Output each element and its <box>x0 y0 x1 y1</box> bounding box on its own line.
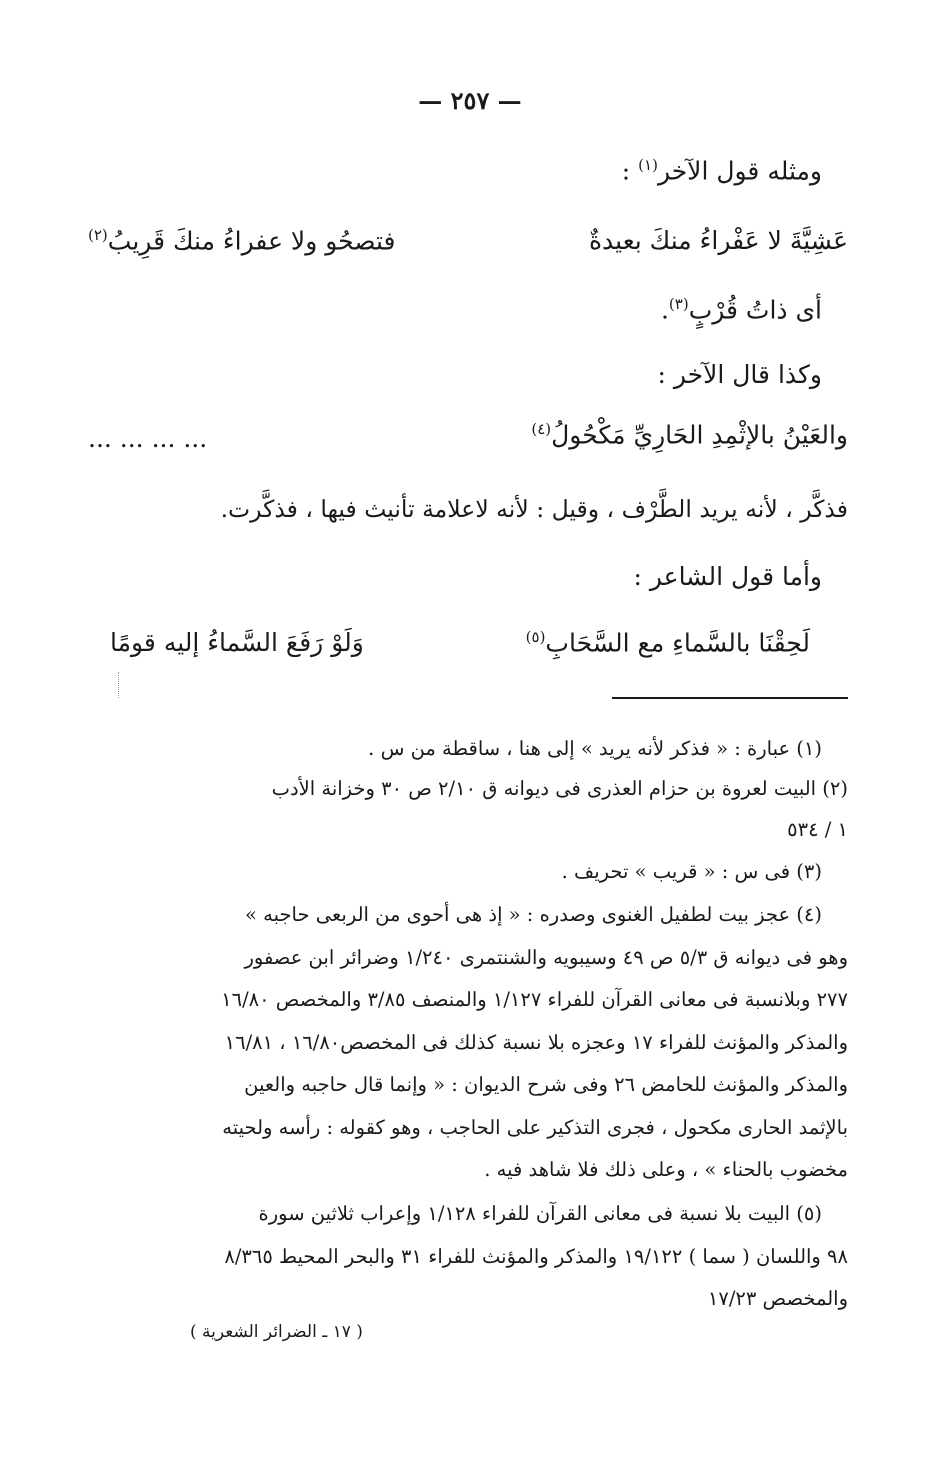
main-line-4: فذكَّر ، لأنه يريد الطَّرْف ، وقيل : لأنه لاعلامة تأنيث فيها ، فذكَّرت. <box>220 495 848 523</box>
footnote-2-line-1: (٢) البيت لعروة بن حزام العذرى فى ديوانه ق ٢/١٠ ص ٣٠ وخزانة الأدب <box>271 777 848 800</box>
main-line-3: وكذا قال الآخر : <box>657 360 822 389</box>
main-line-1 <box>622 156 822 186</box>
verse-3-first-hemistich: وَلَوْ رَفَعَ السَّماءُ إليه قومًا <box>110 628 364 657</box>
verse-3-second-hemistich-text: لَحِقْنَا بالسَّماءِ مع السَّحَابِ <box>545 628 810 658</box>
footnote-3: (٣) فى س : « قريب » تحريف . <box>561 860 822 883</box>
footnote-5-line-3: والمخصص ١٧/٢٣ <box>707 1287 848 1310</box>
verse-1-first-hemistich: عَشِيَّةَ لا عَفْراءُ منكَ بعيدةٌ <box>588 226 848 255</box>
main-line-2 <box>661 295 822 325</box>
verse-2-second-hemistich-text: والعَيْنُ بالإثْمِدِ الحَارِيِّ مَكْحُولُ <box>551 420 848 450</box>
verse-3-second-hemistich <box>526 628 810 658</box>
footnote-4-line-6: بالإثمد الحارى مكحول ، فجرى التذكير على الحاجب ، وهو كقوله : رأسه ولحيته <box>222 1116 848 1139</box>
verse-2-first-hemistich-ellipsis: ... ... ... ... <box>88 424 208 453</box>
page-number: — ٢٥٧ — <box>418 86 522 115</box>
footnote-4-line-2: وهو فى ديوانه ق ٥/٣ ص ٤٩ وسيبويه والشنتمرى ١/٢٤٠ وضرائر ابن عصفور <box>244 946 848 969</box>
footnote-ref-4: (٤) <box>531 420 552 438</box>
footnote-ref-3: (٣) <box>668 295 689 313</box>
footnote-4-line-3: ٢٧٧ وبلانسبة فى معانى القرآن للفراء ١/١٢٧ والمنصف ٣/٨٥ والمخصص ١٦/٨٠ <box>221 988 848 1011</box>
footnote-ref-2: (٢) <box>88 226 108 244</box>
main-line-1-tail: : <box>621 156 639 186</box>
main-line-2-text: أى ذاتُ قُرْبٍ <box>688 295 822 325</box>
footnote-4-line-1: (٤) عجز بيت لطفيل الغنوى وصدره : « إذ هى أحوى من الربعى حاجبه » <box>245 903 822 926</box>
footnote-4-line-5: والمذكر والمؤنث للحامض ٢٦ وفى شرح الديوان : « وإنما قال حاجبه والعين <box>244 1073 848 1096</box>
footnote-1: (١) عبارة : « فذكر لأنه يريد » إلى هنا ، ساقطة من س . <box>368 737 822 760</box>
main-line-1-text: ومثله قول الآخر <box>657 156 822 186</box>
footnote-2-line-2: ١ / ٥٣٤ <box>787 818 848 841</box>
footnote-4-line-4: والمذكر والمؤنث للفراء ١٧ وعجزه بلا نسبة كذلك فى المخصص١٦/٨٠ ، ١٦/٨١ <box>224 1031 848 1054</box>
verse-2-second-hemistich <box>531 420 848 450</box>
footnote-divider <box>612 697 848 699</box>
verse-1-second-hemistich <box>88 226 395 256</box>
main-line-5: وأما قول الشاعر : <box>633 562 822 591</box>
verse-1-second-hemistich-text: فتصحُو ولا عفراءُ منكَ قَرِيبُ <box>107 226 396 256</box>
footnote-4-line-7: مخضوب بالحناء » ، وعلى ذلك فلا شاهد فيه . <box>484 1158 848 1181</box>
main-line-2-tail: . <box>660 295 669 325</box>
footnote-ref-5: (٥) <box>525 628 546 646</box>
signature-line: ( ١٧ ـ الضرائر الشعرية ) <box>190 1322 363 1342</box>
footnote-ref-1: (١) <box>638 156 658 174</box>
margin-mark <box>118 672 119 698</box>
footnote-5-line-1: (٥) البيت بلا نسبة فى معانى القرآن للفراء ١/١٢٨ وإعراب ثلاثين سورة <box>258 1202 822 1225</box>
footnote-5-line-2: ٩٨ واللسان ( سما ) ١٩/١٢٢ والمذكر والمؤنث للفراء ٣١ والبحر المحيط ٨/٣٦٥ <box>224 1245 848 1268</box>
